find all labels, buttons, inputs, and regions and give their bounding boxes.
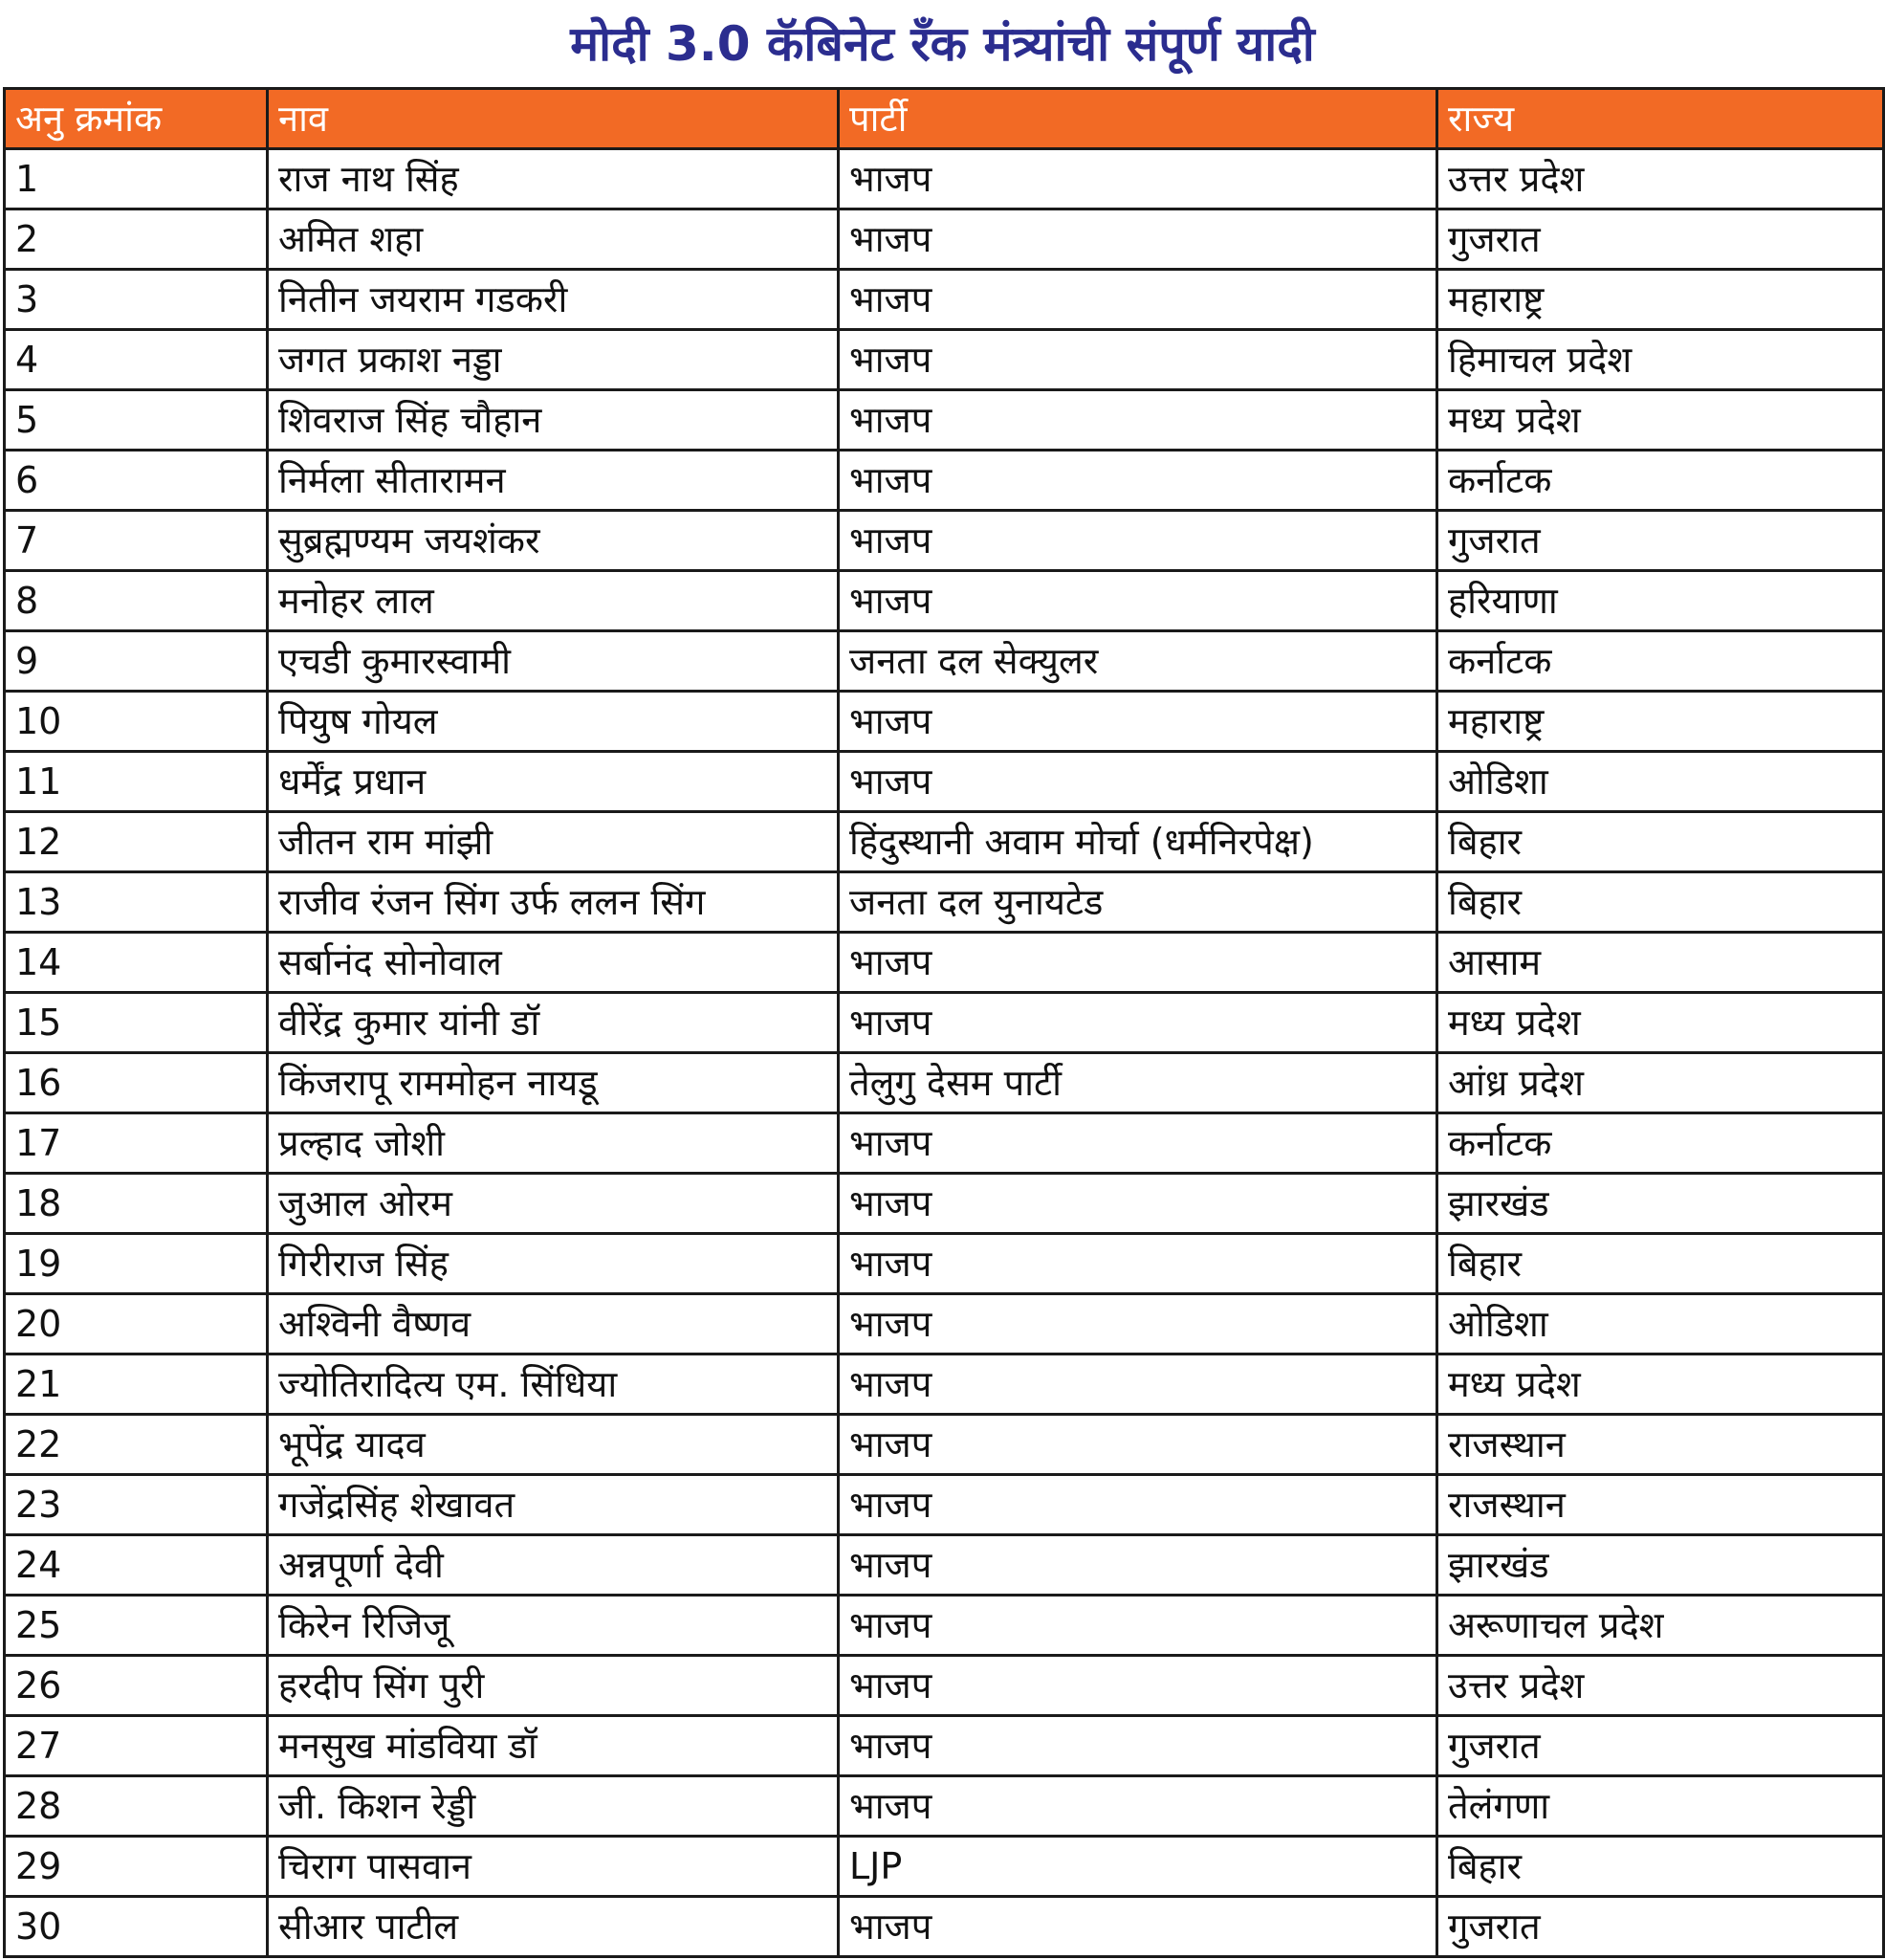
cell-name: नितीन जयराम गडकरी xyxy=(268,270,839,330)
cell-party: LJP xyxy=(839,1837,1437,1897)
cell-party: भाजप xyxy=(839,1897,1437,1957)
table-row xyxy=(5,812,1884,872)
table-row xyxy=(5,149,1884,209)
cell-name: अमित शहा xyxy=(268,209,839,270)
cell-name: गिरीराज सिंह xyxy=(268,1234,839,1294)
cell-serial: 27 xyxy=(5,1716,268,1776)
cell-state: तेलंगणा xyxy=(1437,1776,1884,1837)
cell-name: मनोहर लाल xyxy=(268,571,839,631)
cell-name: किरेन रिजिजू xyxy=(268,1596,839,1656)
cell-serial: 2 xyxy=(5,209,268,270)
cell-party: भाजप xyxy=(839,1656,1437,1716)
cell-state: झारखंड xyxy=(1437,1535,1884,1596)
table-row xyxy=(5,1716,1884,1776)
cell-state: ओडिशा xyxy=(1437,1294,1884,1354)
cell-serial: 1 xyxy=(5,149,268,209)
cell-party: भाजप xyxy=(839,571,1437,631)
table-row xyxy=(5,1656,1884,1716)
cell-name: सुब्रह्मण्यम जयशंकर xyxy=(268,511,839,571)
table-row xyxy=(5,1415,1884,1475)
cell-serial: 14 xyxy=(5,933,268,993)
table-row xyxy=(5,1234,1884,1294)
table-row xyxy=(5,1354,1884,1415)
cell-party: भाजप xyxy=(839,1596,1437,1656)
cell-state: गुजरात xyxy=(1437,511,1884,571)
table-row xyxy=(5,692,1884,752)
table-row xyxy=(5,1837,1884,1897)
cell-name: चिराग पासवान xyxy=(268,1837,839,1897)
cell-state: कर्नाटक xyxy=(1437,451,1884,511)
column-header-party: पार्टी xyxy=(839,89,1437,149)
cell-serial: 16 xyxy=(5,1053,268,1113)
cell-state: उत्तर प्रदेश xyxy=(1437,1656,1884,1716)
table-row xyxy=(5,330,1884,390)
cell-name: धर्मेंद्र प्रधान xyxy=(268,752,839,812)
cell-serial: 29 xyxy=(5,1837,268,1897)
column-header-name: नाव xyxy=(268,89,839,149)
cell-name: जीतन राम मांझी xyxy=(268,812,839,872)
cell-party: जनता दल सेक्युलर xyxy=(839,631,1437,692)
table-row xyxy=(5,631,1884,692)
table-row xyxy=(5,390,1884,451)
cell-state: आंध्र प्रदेश xyxy=(1437,1053,1884,1113)
cell-name: जुआल ओरम xyxy=(268,1174,839,1234)
cell-party: भाजप xyxy=(839,451,1437,511)
cell-name: ज्योतिरादित्य एम. सिंधिया xyxy=(268,1354,839,1415)
cell-serial: 5 xyxy=(5,390,268,451)
cell-name: जगत प्रकाश नड्डा xyxy=(268,330,839,390)
ministers-table xyxy=(3,87,1885,1958)
cell-serial: 25 xyxy=(5,1596,268,1656)
table-row xyxy=(5,1174,1884,1234)
cell-serial: 21 xyxy=(5,1354,268,1415)
cell-party: भाजप xyxy=(839,1234,1437,1294)
cell-name: सीआर पाटील xyxy=(268,1897,839,1957)
table-row xyxy=(5,270,1884,330)
page-title: मोदी 3.0 कॅबिनेट रँक मंत्र्यांची संपूर्ण यादी xyxy=(0,0,1885,88)
cell-state: कर्नाटक xyxy=(1437,1113,1884,1174)
cell-name: किंजरापू राममोहन नायडू xyxy=(268,1053,839,1113)
cell-state: महाराष्ट्र xyxy=(1437,692,1884,752)
cell-state: मध्य प्रदेश xyxy=(1437,993,1884,1053)
cell-party: भाजप xyxy=(839,1776,1437,1837)
cell-state: उत्तर प्रदेश xyxy=(1437,149,1884,209)
cell-name: शिवराज सिंह चौहान xyxy=(268,390,839,451)
cell-party: भाजप xyxy=(839,692,1437,752)
cell-name: अन्नपूर्णा देवी xyxy=(268,1535,839,1596)
cell-state: गुजरात xyxy=(1437,209,1884,270)
cell-name: हरदीप सिंग पुरी xyxy=(268,1656,839,1716)
cell-name: जी. किशन रेड्डी xyxy=(268,1776,839,1837)
cell-party: भाजप xyxy=(839,390,1437,451)
cell-serial: 17 xyxy=(5,1113,268,1174)
cell-party: भाजप xyxy=(839,1535,1437,1596)
cell-serial: 10 xyxy=(5,692,268,752)
table-row xyxy=(5,1053,1884,1113)
cell-party: भाजप xyxy=(839,752,1437,812)
table-row xyxy=(5,1294,1884,1354)
cell-name: भूपेंद्र यादव xyxy=(268,1415,839,1475)
cell-serial: 23 xyxy=(5,1475,268,1535)
cell-party: भाजप xyxy=(839,511,1437,571)
cell-state: आसाम xyxy=(1437,933,1884,993)
cell-name: सर्बानंद सोनोवाल xyxy=(268,933,839,993)
cell-party: भाजप xyxy=(839,209,1437,270)
cell-serial: 26 xyxy=(5,1656,268,1716)
cell-party: भाजप xyxy=(839,1475,1437,1535)
cell-party: भाजप xyxy=(839,993,1437,1053)
table-row xyxy=(5,451,1884,511)
cell-state: अरूणाचल प्रदेश xyxy=(1437,1596,1884,1656)
cell-party: तेलुगु देसम पार्टी xyxy=(839,1053,1437,1113)
table-row xyxy=(5,933,1884,993)
cell-party: भाजप xyxy=(839,1415,1437,1475)
cell-party: भाजप xyxy=(839,149,1437,209)
cell-state: राजस्थान xyxy=(1437,1415,1884,1475)
cell-state: गुजरात xyxy=(1437,1897,1884,1957)
cell-name: मनसुख मांडविया डॉ xyxy=(268,1716,839,1776)
cell-state: मध्य प्रदेश xyxy=(1437,390,1884,451)
cell-party: भाजप xyxy=(839,1716,1437,1776)
cell-party: हिंदुस्थानी अवाम मोर्चा (धर्मनिरपेक्ष) xyxy=(839,812,1437,872)
cell-state: महाराष्ट्र xyxy=(1437,270,1884,330)
cell-serial: 19 xyxy=(5,1234,268,1294)
cell-name: पियुष गोयल xyxy=(268,692,839,752)
cell-state: बिहार xyxy=(1437,872,1884,933)
cell-name: गजेंद्रसिंह शेखावत xyxy=(268,1475,839,1535)
cell-serial: 6 xyxy=(5,451,268,511)
cell-serial: 3 xyxy=(5,270,268,330)
cell-serial: 9 xyxy=(5,631,268,692)
table-row xyxy=(5,993,1884,1053)
cell-serial: 13 xyxy=(5,872,268,933)
cell-party: भाजप xyxy=(839,1294,1437,1354)
cell-state: कर्नाटक xyxy=(1437,631,1884,692)
table-row xyxy=(5,1776,1884,1837)
cell-party: भाजप xyxy=(839,1174,1437,1234)
table-row xyxy=(5,511,1884,571)
table-row xyxy=(5,872,1884,933)
cell-serial: 28 xyxy=(5,1776,268,1837)
cell-serial: 8 xyxy=(5,571,268,631)
table-row xyxy=(5,1897,1884,1957)
cell-name: वीरेंद्र कुमार यांनी डॉ xyxy=(268,993,839,1053)
cell-state: राजस्थान xyxy=(1437,1475,1884,1535)
cell-name: प्रल्हाद जोशी xyxy=(268,1113,839,1174)
cell-name: राज नाथ सिंह xyxy=(268,149,839,209)
cell-party: भाजप xyxy=(839,1113,1437,1174)
cell-state: झारखंड xyxy=(1437,1174,1884,1234)
cell-name: अश्विनी वैष्णव xyxy=(268,1294,839,1354)
column-header-state: राज्य xyxy=(1437,89,1884,149)
cell-state: ओडिशा xyxy=(1437,752,1884,812)
cell-state: मध्य प्रदेश xyxy=(1437,1354,1884,1415)
cell-serial: 4 xyxy=(5,330,268,390)
cell-serial: 18 xyxy=(5,1174,268,1234)
cell-serial: 11 xyxy=(5,752,268,812)
cell-serial: 12 xyxy=(5,812,268,872)
header-row xyxy=(5,89,1884,149)
table-row xyxy=(5,1113,1884,1174)
cell-serial: 7 xyxy=(5,511,268,571)
table-header xyxy=(5,89,1884,149)
cell-state: गुजरात xyxy=(1437,1716,1884,1776)
cell-party: भाजप xyxy=(839,270,1437,330)
table-row xyxy=(5,1596,1884,1656)
cell-name: एचडी कुमारस्वामी xyxy=(268,631,839,692)
table-row xyxy=(5,209,1884,270)
cell-name: निर्मला सीतारामन xyxy=(268,451,839,511)
table-row xyxy=(5,571,1884,631)
cell-serial: 20 xyxy=(5,1294,268,1354)
table-row xyxy=(5,752,1884,812)
cell-serial: 15 xyxy=(5,993,268,1053)
cell-party: भाजप xyxy=(839,933,1437,993)
cell-state: हिमाचल प्रदेश xyxy=(1437,330,1884,390)
cell-party: भाजप xyxy=(839,1354,1437,1415)
cell-name: राजीव रंजन सिंग उर्फ ललन सिंग xyxy=(268,872,839,933)
cell-serial: 30 xyxy=(5,1897,268,1957)
table-body xyxy=(5,149,1884,1957)
cell-serial: 22 xyxy=(5,1415,268,1475)
column-header-serial: अनु क्रमांक xyxy=(5,89,268,149)
cell-state: बिहार xyxy=(1437,1837,1884,1897)
table-row xyxy=(5,1475,1884,1535)
table-row xyxy=(5,1535,1884,1596)
cell-party: भाजप xyxy=(839,330,1437,390)
cell-state: हरियाणा xyxy=(1437,571,1884,631)
cell-state: बिहार xyxy=(1437,1234,1884,1294)
cell-state: बिहार xyxy=(1437,812,1884,872)
cell-party: जनता दल युनायटेड xyxy=(839,872,1437,933)
cell-serial: 24 xyxy=(5,1535,268,1596)
